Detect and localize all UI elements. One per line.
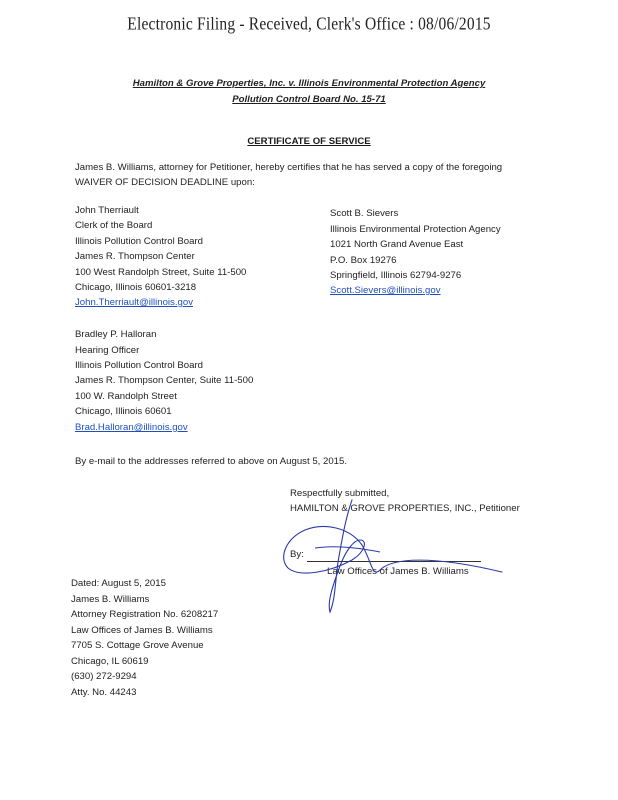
address-line: Springfield, Illinois 62794-9276 — [330, 270, 462, 281]
filing-stamp: Electronic Filing - Received, Clerk's Office : 08/06/2015 — [127, 14, 491, 35]
email-link-therriault[interactable]: John.Therriault@illinois.gov — [75, 297, 193, 308]
by-label: By: — [290, 549, 304, 560]
address-line: 100 West Randolph Street, Suite 11-500 — [75, 267, 247, 278]
case-title-line-2: Pollution Control Board No. 15-71 — [232, 94, 386, 105]
footer-line: James B. Williams — [71, 594, 150, 605]
address-line: Clerk of the Board — [75, 220, 153, 231]
address-line: Illinois Environmental Protection Agency — [330, 224, 501, 235]
address-line: Scott B. Sievers — [330, 208, 399, 219]
petitioner-name: HAMILTON & GROVE PROPERTIES, INC., Petitioner — [290, 503, 520, 514]
dated: Dated: August 5, 2015 — [71, 578, 166, 589]
address-line: 100 W. Randolph Street — [75, 391, 177, 402]
email-link-sievers[interactable]: Scott.Sievers@illinois.gov — [330, 285, 441, 296]
footer-line: Law Offices of James B. Williams — [71, 625, 213, 636]
case-title-line-1: Hamilton & Grove Properties, Inc. v. Illinois Environmental Protection Agency — [132, 78, 486, 89]
respectfully-submitted: Respectfully submitted, — [290, 488, 390, 499]
address-line: Bradley P. Halloran — [75, 329, 157, 340]
address-line: James R. Thompson Center, Suite 11-500 — [75, 375, 254, 386]
address-line: James R. Thompson Center — [75, 251, 195, 262]
address-line: Illinois Pollution Control Board — [75, 236, 203, 247]
footer-line: Atty. No. 44243 — [71, 687, 137, 698]
address-line: Chicago, Illinois 60601-3218 — [75, 282, 197, 293]
email-link-halloran[interactable]: Brad.Halloran@illinois.gov — [75, 422, 188, 433]
intro-line-1: James B. Williams, attorney for Petitioner, hereby certifies that he has served a copy of the foregoing — [75, 162, 503, 173]
certificate-heading: CERTIFICATE OF SERVICE — [247, 136, 371, 147]
email-service-note: By e-mail to the addresses referred to above on August 5, 2015. — [75, 456, 347, 467]
footer-line: 7705 S. Cottage Grove Avenue — [71, 640, 204, 651]
address-line: John Therriault — [75, 205, 139, 216]
footer-line: Attorney Registration No. 6208217 — [71, 609, 219, 620]
signature-stroke — [284, 500, 502, 612]
address-line: Chicago, Illinois 60601 — [75, 406, 172, 417]
address-line: Illinois Pollution Control Board — [75, 360, 203, 371]
address-line: Hearing Officer — [75, 345, 140, 356]
footer-line: Chicago, IL 60619 — [71, 656, 149, 667]
address-line: P.O. Box 19276 — [330, 255, 397, 266]
intro-line-2: WAIVER OF DECISION DEADLINE upon: — [75, 177, 255, 188]
address-line: 1021 North Grand Avenue East — [330, 239, 464, 250]
signer-name: Law Offices of James B. Williams — [327, 566, 469, 577]
footer-line: (630) 272-9294 — [71, 671, 137, 682]
